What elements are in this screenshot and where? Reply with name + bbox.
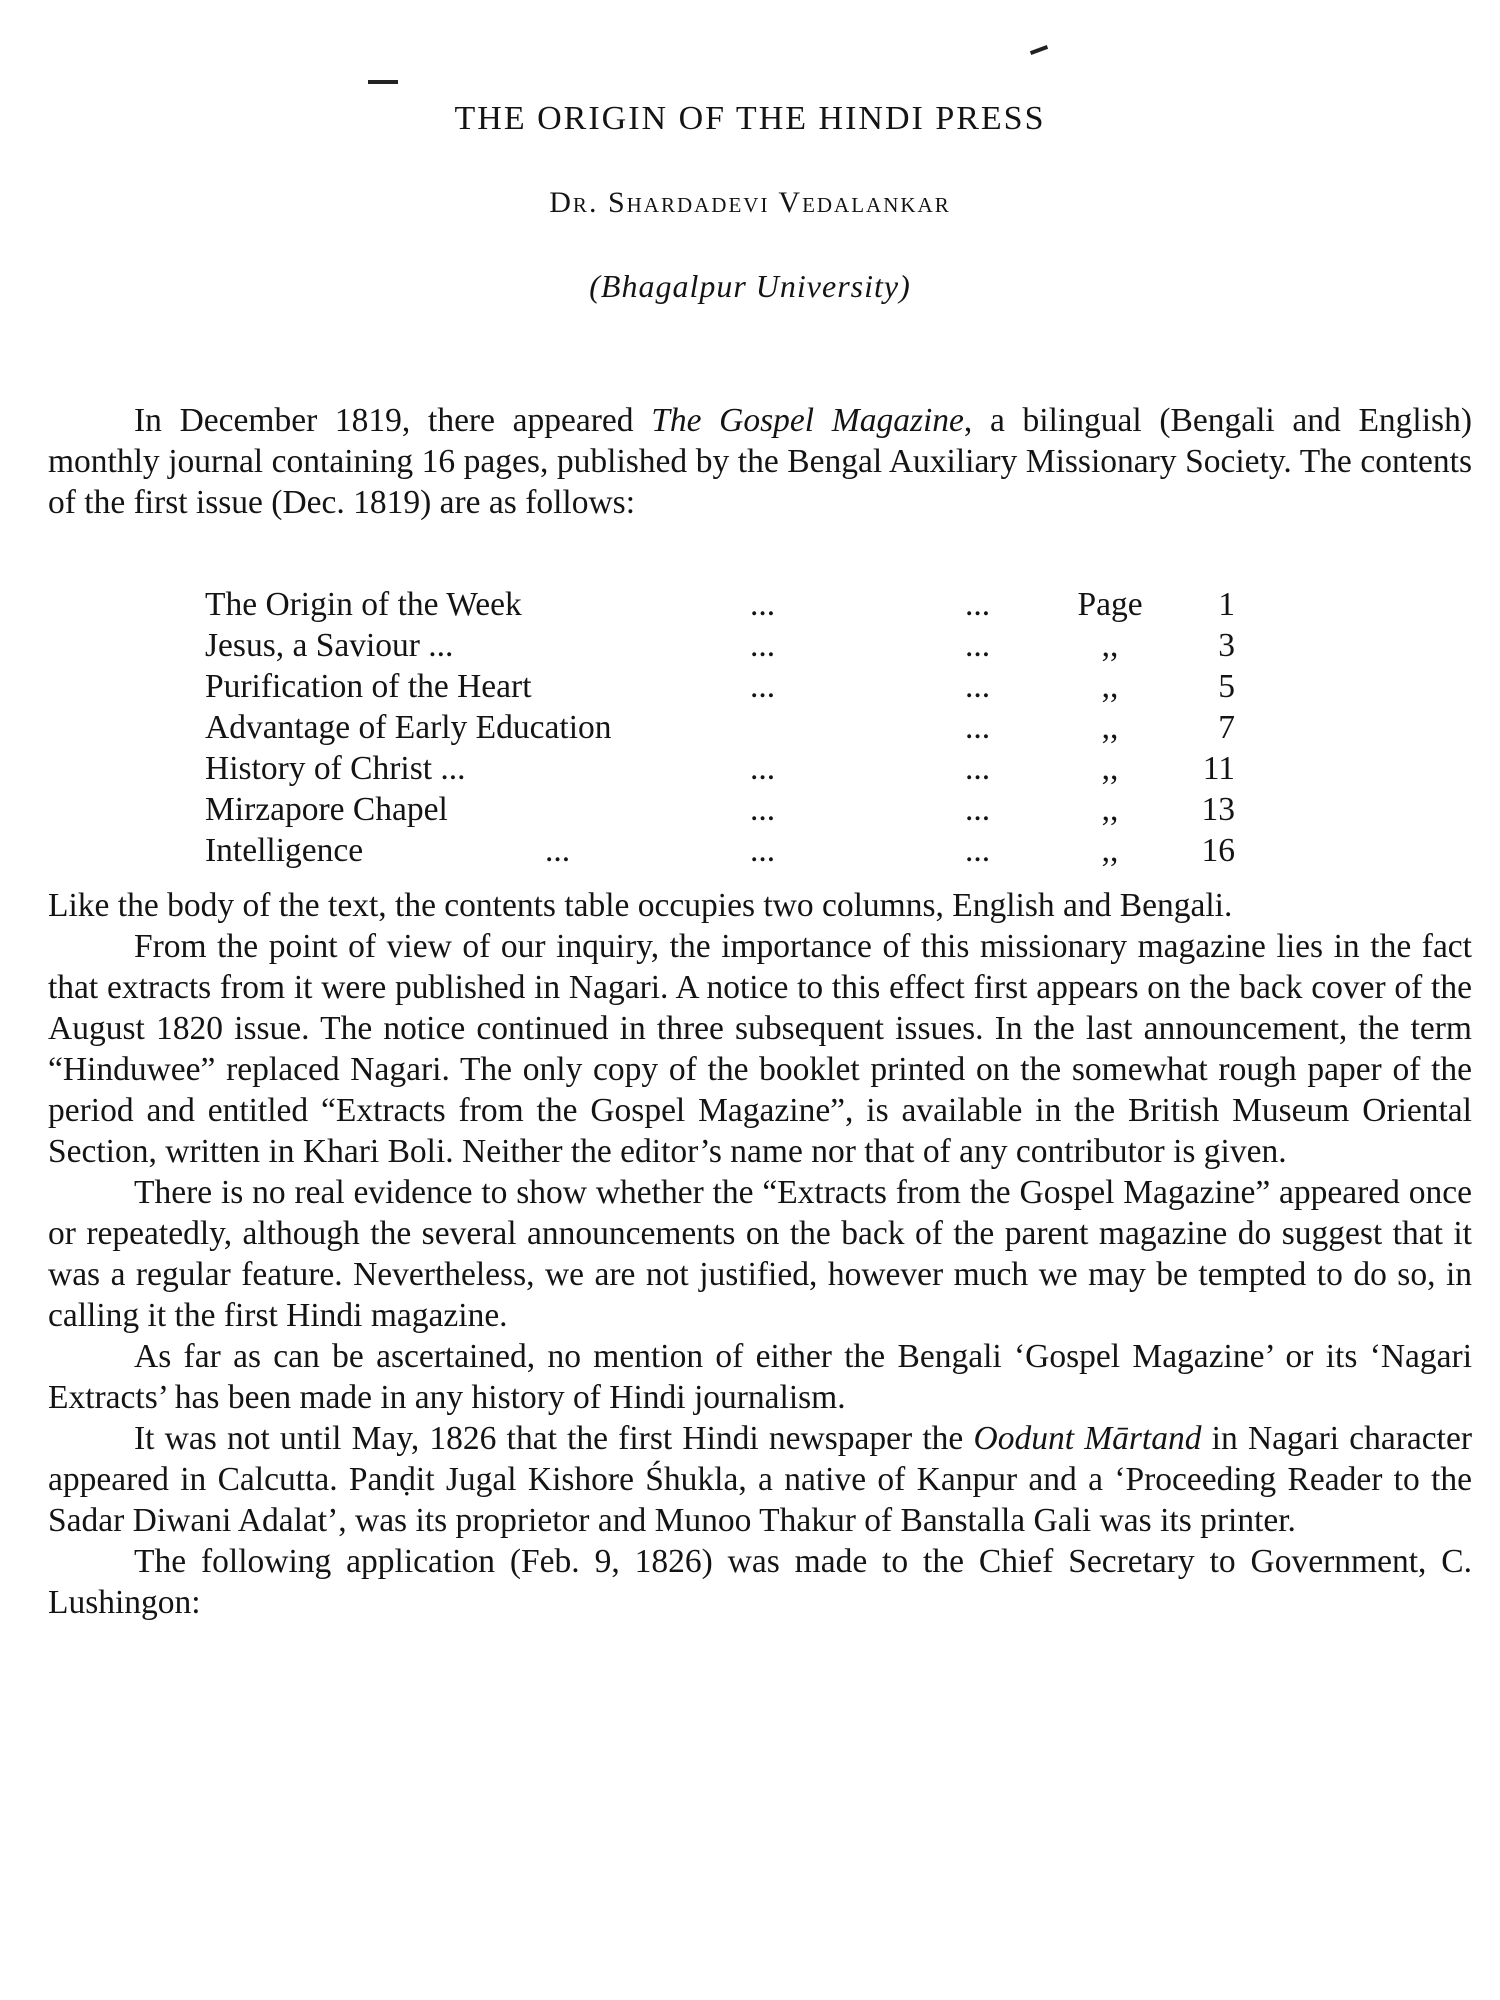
article-title: THE ORIGIN OF THE HINDI PRESS <box>454 100 1046 137</box>
toc-page-number: 11 <box>1202 750 1235 787</box>
toc-page-number: 5 <box>1218 668 1235 705</box>
toc-row <box>205 584 1245 625</box>
toc-entry-title: History of Christ ... <box>205 750 466 787</box>
toc-page-number: 13 <box>1201 791 1235 828</box>
toc-leader: ... <box>965 668 991 705</box>
toc-entry-title: The Origin of the Week <box>205 586 522 623</box>
toc-row <box>205 830 1245 871</box>
text-run: It was not until May, 1826 that the first Hindi newspaper the <box>134 1420 974 1457</box>
toc-entry-title: Mirzapore Chapel <box>205 791 448 828</box>
paragraph: Like the body of the text, the contents table occupies two columns, English and Bengali. <box>48 887 1233 924</box>
toc-page-number: 7 <box>1218 709 1235 746</box>
toc-page-word: ,, <box>1101 627 1119 664</box>
toc-leader: ... <box>750 791 776 828</box>
article-affiliation: (Bhagalpur University) <box>589 268 911 304</box>
toc-row <box>205 789 1245 830</box>
toc-leader: ... <box>965 627 991 664</box>
toc-leader: ... <box>965 586 991 623</box>
newspaper-name: Oodunt Mārtand <box>973 1420 1202 1457</box>
toc-leader: ... <box>965 832 991 869</box>
paragraph <box>48 400 1472 523</box>
text-run: In December 1819, there appeared <box>134 402 652 439</box>
paragraph-intro <box>48 400 1472 523</box>
toc-entry-title: Purification of the Heart <box>205 668 532 705</box>
toc-page-word: ,, <box>1101 709 1119 746</box>
text-run: in Nagari character appeared in Calcutta. Panḍit Jugal Kishore Śhukla, a native of Kanpur and a ‘Proceeding Reader to the Sadar Diwani Adalat’, was its proprietor and Munoo Thakur of Banstalla Gali was its printer. <box>48 1420 1473 1539</box>
toc-leader: ... <box>750 627 776 664</box>
toc-row <box>205 707 1245 748</box>
contents-table <box>205 584 1245 871</box>
toc-leader: ... <box>965 709 991 746</box>
toc-leader: ... <box>750 586 776 623</box>
toc-entry-title: Advantage of Early Education <box>205 709 612 746</box>
toc-page-number: 3 <box>1218 627 1235 664</box>
paragraph: The following application (Feb. 9, 1826) was made to the Chief Secretary to Government, C. Lushingon: <box>48 1543 1472 1621</box>
toc-leader: ... <box>750 832 776 869</box>
magazine-name: The Gospel Magazine <box>651 402 964 439</box>
paragraph: As far as can be ascertained, no mention of either the Bengali ‘Gospel Magazine’ or its ‘Nagari Extracts’ has been made in any history of Hindi journalism. <box>48 1338 1472 1416</box>
toc-leader: ... <box>965 750 991 787</box>
toc-leader: ... <box>750 750 776 787</box>
toc-page-number: 1 <box>1218 586 1235 623</box>
scan-speck <box>368 80 398 84</box>
toc-row <box>205 748 1245 789</box>
toc-page-word: ,, <box>1101 750 1119 787</box>
toc-page-word: ,, <box>1101 668 1119 705</box>
toc-page-number: 16 <box>1201 832 1235 869</box>
toc-page-word: ,, <box>1101 791 1119 828</box>
toc-leader: ... <box>965 791 991 828</box>
paragraph: There is no real evidence to show whether the “Extracts from the Gospel Magazine” appeared once or repeatedly, although the several announcements on the back of the parent magazine do suggest that it was a regular feature. Nevertheless, we are not justified, however much we may be tempted to do so, in calling it the first Hindi magazine. <box>48 1174 1472 1334</box>
toc-entry-title: Intelligence <box>205 832 364 869</box>
toc-row <box>205 625 1245 666</box>
text-run: , a bilingual (Bengali and English) monthly journal containing 16 pages, published by the Bengal Auxiliary Missionary Society. The contents of the first issue (Dec. 1819) are as follows: <box>48 402 1472 521</box>
scan-speck <box>1030 45 1048 55</box>
toc-page-word: ,, <box>1101 832 1119 869</box>
article-body <box>48 885 1472 1623</box>
paragraph <box>48 1418 1472 1541</box>
toc-leader: ... <box>545 832 571 869</box>
toc-row <box>205 666 1245 707</box>
toc-leader: ... <box>750 668 776 705</box>
toc-page-word: Page <box>1077 586 1143 623</box>
article-author: Dr. Shardadevi Vedalankar <box>549 186 951 219</box>
toc-entry-title: Jesus, a Saviour ... <box>205 627 454 664</box>
paragraph: From the point of view of our inquiry, the importance of this missionary magazine lies in the fact that extracts from it were published in Nagari. A notice to this effect first appears on the back cover of the August 1820 issue. The notice continued in three subsequent issues. In the last announcement, the term “Hinduwee” replaced Nagari. The only copy of the booklet printed on the somewhat rough paper of the period and entitled “Extracts from the Gospel Magazine”, is available in the British Museum Oriental Section, written in Khari Boli. Neither the editor’s name nor that of any contributor is given. <box>48 928 1472 1170</box>
